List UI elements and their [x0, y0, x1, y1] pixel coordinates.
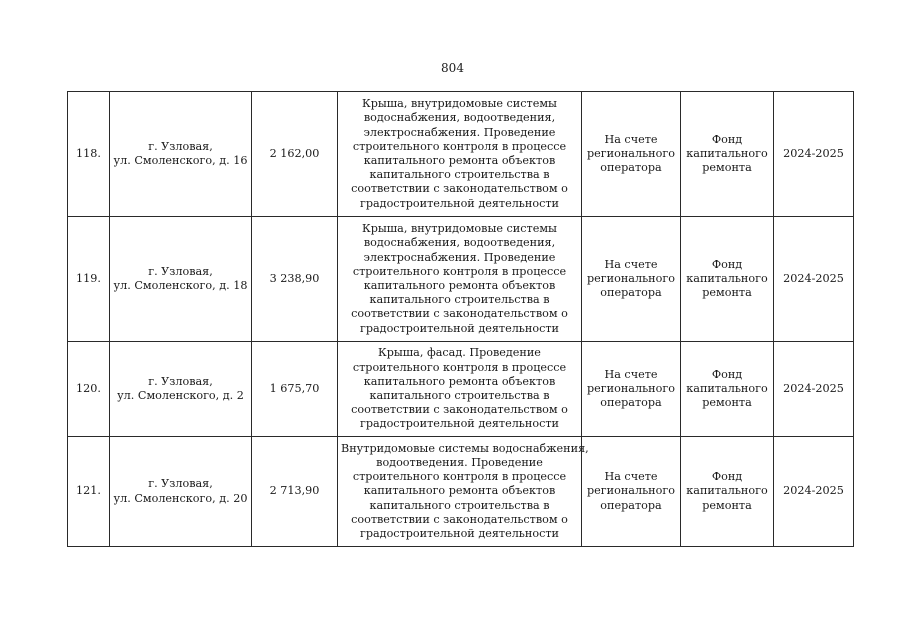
period-cell: 2024-2025 — [774, 437, 854, 547]
works-line: капитального строительства в — [369, 498, 550, 512]
area-cell: 2 713,90 — [252, 437, 338, 547]
source-cell — [681, 437, 774, 547]
address-cell — [110, 92, 252, 217]
works-line: капитального строительства в — [369, 168, 550, 182]
works-line: водоснабжения, водоотведения, — [363, 111, 556, 125]
account-line: На счете — [604, 257, 658, 271]
account-line: оператора — [600, 498, 662, 512]
works-line: строительного контроля в процессе — [352, 360, 567, 374]
works-line: соответствии с законодательством о — [351, 512, 568, 526]
account-line: На счете — [604, 470, 658, 484]
page-number: 804 — [441, 61, 464, 75]
source-line: капитального — [686, 381, 768, 395]
account-line: На счете — [604, 132, 658, 146]
works-line: капитального ремонта объектов — [363, 154, 556, 167]
row-number: 120. — [68, 342, 110, 437]
account-line: оператора — [600, 161, 662, 175]
account-line: На счете — [604, 367, 658, 381]
repair-program-table — [67, 91, 854, 547]
address-cell — [110, 217, 252, 342]
account-cell — [582, 437, 681, 547]
account-cell — [582, 342, 681, 437]
table-row — [68, 342, 854, 437]
account-line: регионального — [587, 146, 675, 160]
source-line: Фонд — [711, 367, 743, 381]
account-line: регионального — [587, 271, 675, 285]
period-cell: 2024-2025 — [774, 342, 854, 437]
address-line: ул. Смоленского, д. 16 — [113, 154, 248, 167]
works-line: капитального строительства в — [369, 389, 550, 402]
source-line: Фонд — [711, 257, 743, 271]
works-line: капитального ремонта объектов — [363, 279, 556, 292]
works-line: водоснабжения, водоотведения, — [363, 236, 556, 250]
address-cell — [110, 437, 252, 547]
works-line: строительного контроля в процессе — [352, 264, 567, 278]
works-line: водоотведения. Проведение — [376, 455, 543, 469]
works-line: соответствии с законодательством о — [351, 182, 568, 196]
source-line: Фонд — [711, 132, 743, 146]
works-line: Внутридомовые системы водоснабжения, — [341, 441, 589, 455]
account-line: регионального — [587, 484, 675, 498]
source-line: капитального — [686, 146, 768, 160]
address-cell — [110, 342, 252, 437]
table-row — [68, 217, 854, 342]
works-line: капитального строительства в — [369, 293, 550, 307]
works-line: капитального ремонта объектов — [363, 374, 556, 388]
works-line: градостроительной деятельности — [359, 527, 559, 540]
table-row — [68, 92, 854, 217]
works-line: капитального ремонта объектов — [363, 484, 556, 498]
address-line: ул. Смоленского, д. 18 — [113, 279, 248, 292]
account-cell — [582, 92, 681, 217]
works-line: электроснабжения. Проведение — [363, 125, 556, 139]
source-cell — [681, 342, 774, 437]
source-line: Фонд — [711, 470, 743, 484]
works-line: строительного контроля в процессе — [352, 139, 567, 153]
source-line: ремонта — [702, 396, 752, 410]
address-line: г. Узловая, — [148, 139, 213, 153]
account-cell — [582, 217, 681, 342]
works-line: Крыша, фасад. Проведение — [378, 346, 541, 360]
source-line: ремонта — [702, 498, 752, 512]
row-number: 118. — [68, 92, 110, 217]
source-cell — [681, 217, 774, 342]
address-line: ул. Смоленского, д. 2 — [117, 389, 244, 402]
works-line: градостроительной деятельности — [359, 321, 559, 335]
source-line: ремонта — [702, 286, 752, 300]
works-cell — [338, 342, 582, 437]
account-line: оператора — [600, 286, 662, 300]
works-line: строительного контроля в процессе — [352, 470, 567, 484]
works-line: Крыша, внутридомовые системы — [362, 97, 557, 111]
works-line: градостроительной деятельности — [359, 417, 559, 431]
address-line: г. Узловая, — [148, 374, 213, 388]
source-line: капитального — [686, 271, 768, 285]
area-cell: 1 675,70 — [252, 342, 338, 437]
source-cell — [681, 92, 774, 217]
works-cell — [338, 217, 582, 342]
works-line: градостроительной деятельности — [359, 196, 559, 210]
row-number: 121. — [68, 437, 110, 547]
area-cell: 2 162,00 — [252, 92, 338, 217]
area-cell: 3 238,90 — [252, 217, 338, 342]
works-line: соответствии с законодательством о — [351, 307, 568, 321]
period-cell: 2024-2025 — [774, 92, 854, 217]
account-line: регионального — [587, 381, 675, 395]
account-line: оператора — [600, 396, 662, 410]
source-line: ремонта — [702, 161, 752, 175]
works-line: соответствии с законодательством о — [351, 403, 568, 417]
works-line: Крыша, внутридомовые системы — [362, 222, 557, 236]
works-cell — [338, 92, 582, 217]
address-line: ул. Смоленского, д. 20 — [113, 491, 248, 505]
address-line: г. Узловая, — [148, 477, 213, 491]
works-cell — [338, 437, 589, 547]
works-line: электроснабжения. Проведение — [363, 250, 556, 264]
address-line: г. Узловая, — [148, 264, 213, 278]
source-line: капитального — [686, 484, 768, 498]
table-row — [68, 437, 854, 547]
row-number: 119. — [68, 217, 110, 342]
period-cell: 2024-2025 — [774, 217, 854, 342]
